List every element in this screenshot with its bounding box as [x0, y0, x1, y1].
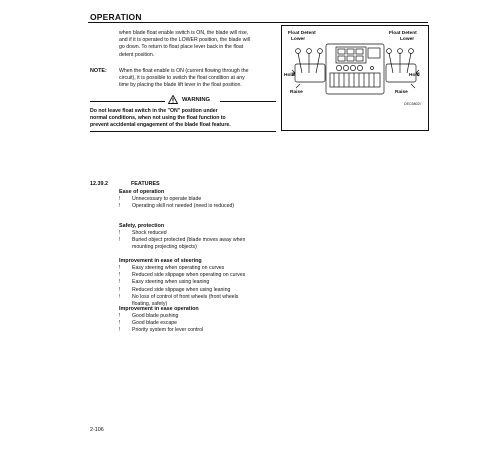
list-item: ! Reduced side slippage when using leaning [119, 286, 231, 293]
intro-line: go down. To return to float place lever back in the float [119, 44, 244, 51]
intro-line: when blade float enable switch is ON, the blade will rise, [119, 30, 249, 36]
hold-right-label: Hold [409, 73, 420, 78]
bullet-glyph: ! [119, 327, 121, 334]
list-item: ! Reduced side slippage when operating on curves [119, 272, 246, 279]
section-number: 12.39.2 [90, 181, 108, 187]
intro-line: and if it is operated to the LOWER position, the blade will [119, 37, 250, 44]
warning-line: normal conditions, when not using the float function to [90, 115, 226, 122]
list-item: ! Easy steering when using leaning [119, 279, 210, 286]
bullet-glyph: ! [119, 272, 121, 279]
list-item: ! Good blade escape [119, 320, 177, 327]
bullet-glyph: ! [119, 279, 121, 286]
note-label: NOTE: [90, 68, 107, 74]
group-title: Improvement in ease operation [119, 306, 199, 312]
note-line: When the float enable is ON (current flowing through the [119, 68, 249, 74]
list-item: ! Shock reduced [119, 230, 167, 236]
note-line: time by placing the blade lift lever in the float position. [119, 82, 242, 89]
warning-rule-right [220, 101, 276, 102]
bullet-glyph: ! [119, 196, 121, 202]
lower-left-label: Lower [291, 37, 306, 42]
bullet-glyph: ! [119, 265, 121, 271]
bullet-glyph: ! [119, 313, 121, 319]
list-item: ! Priority system for lever control [119, 327, 204, 334]
warning-line: prevent accidental engagement of the blade float feature. [90, 122, 231, 129]
group-title: Safety, protection [119, 223, 165, 229]
bullet-list [119, 196, 272, 210]
lower-right-label: Lower [400, 37, 415, 42]
note-line: circuit), it is possible to switch the float condition at any [119, 75, 245, 82]
intro-line: detent position. [119, 51, 155, 58]
bullet-glyph: ! [119, 230, 121, 236]
control-panel-diagram [281, 25, 429, 131]
list-item: ! No loss of control of front wheels (front wheels floating, safety) [119, 293, 239, 308]
bullet-glyph: ! [119, 203, 121, 210]
intro-paragraph [119, 30, 279, 59]
list-item: ! Good blade pushing [119, 313, 179, 319]
bullet-glyph: ! [119, 237, 121, 244]
list-item: ! Buried object protected (blade moves away when mounting projecting objects) [119, 237, 246, 251]
page-number: 2-106 [90, 427, 104, 433]
list-item: ! Easy steering when operating on curves [119, 265, 225, 271]
header-rule [88, 22, 428, 23]
warning-line: Do not leave float switch in the "ON" position under [90, 108, 218, 114]
diagram-code: DEC5802I [404, 102, 421, 106]
section-title: FEATURES [131, 181, 160, 187]
bullet-glyph: ! [119, 320, 121, 327]
list-item: ! Operating skill not needed (need is reduced) [119, 203, 235, 210]
warning-rule-bottom [90, 131, 276, 132]
bullet-glyph: ! [119, 293, 121, 300]
hold-left-label: Hold [284, 73, 295, 78]
group-title: Ease of operation [119, 189, 165, 195]
raise-left-label: Raise [290, 90, 303, 95]
warning-title: WARNING [182, 97, 211, 103]
lever-panel-icon [282, 26, 430, 132]
page-header-title: OPERATION [90, 12, 142, 22]
warning-text [90, 108, 280, 130]
warning-triangle-icon [168, 95, 178, 104]
list-item: ! Unnecessary to operate blade [119, 196, 202, 202]
float-detent-right-label: Float Detent [389, 31, 417, 36]
warning-rule-left [90, 101, 165, 102]
bullet-list [119, 265, 272, 308]
raise-right-label: Raise [395, 90, 408, 95]
bullet-list [119, 230, 272, 252]
bullet-glyph: ! [119, 286, 121, 293]
float-detent-left-label: Float Detent [288, 31, 316, 36]
note-paragraph [119, 68, 279, 90]
bullet-list [119, 313, 272, 335]
group-title: Improvement in ease of steering [119, 258, 202, 264]
